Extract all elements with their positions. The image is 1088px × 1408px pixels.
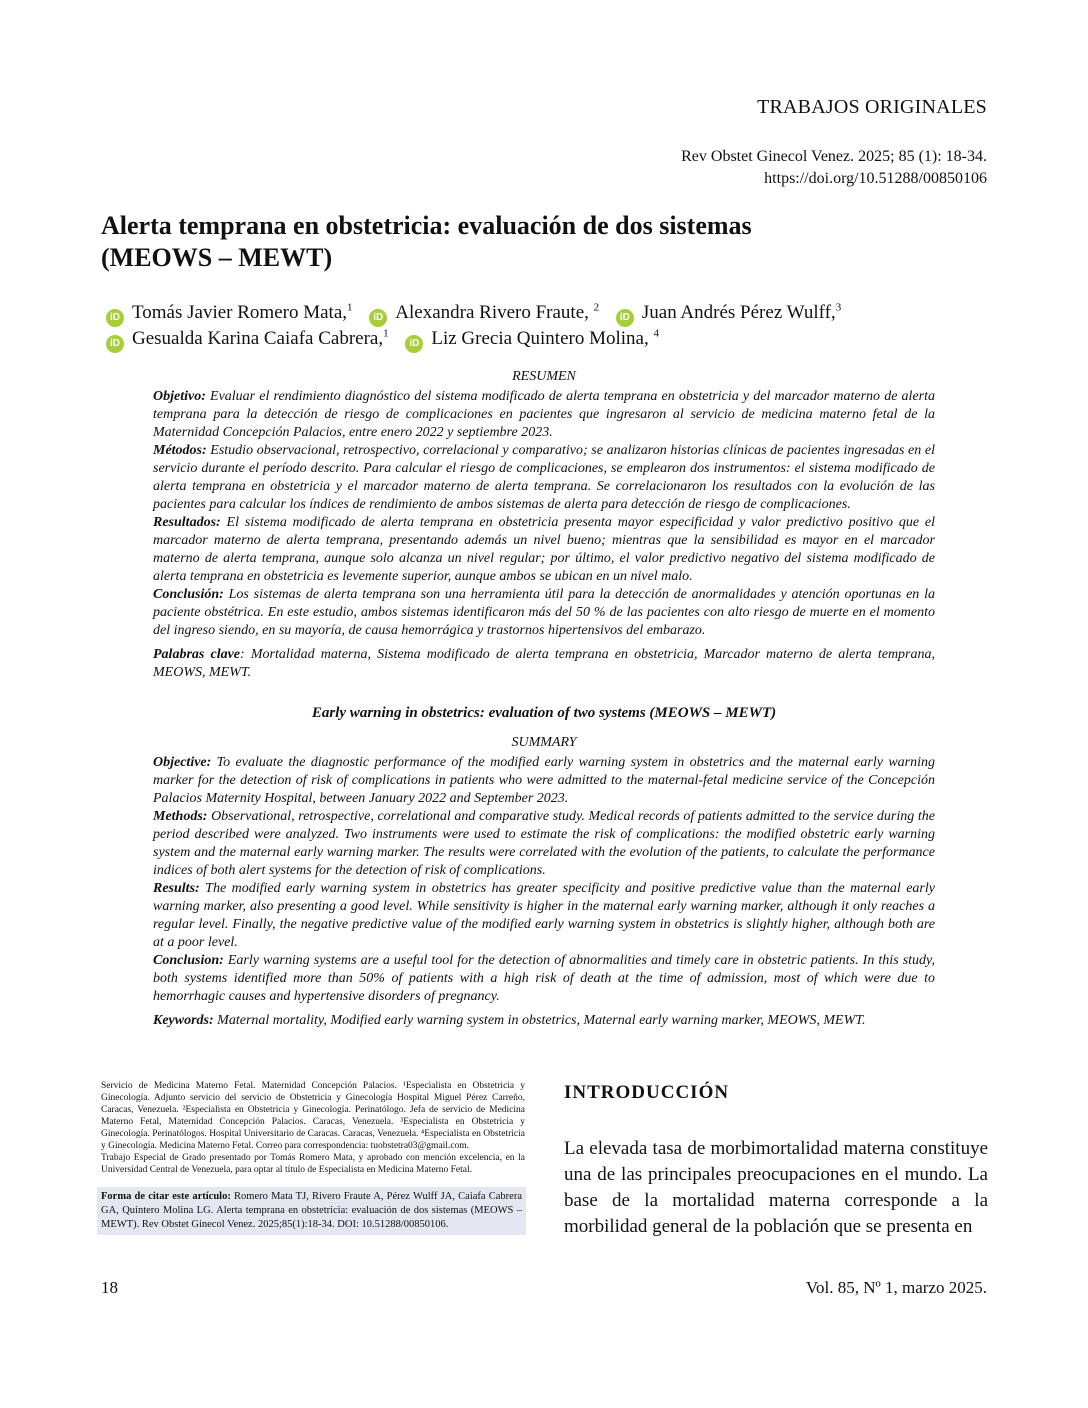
how-to-cite-box: [97, 1187, 526, 1235]
resumen-conclusion: Conclusión: Los sistemas de alerta temprana son una herramienta útil para la detección de anormalidades y atención oportunas en la paciente obstétrica. En este estudio, ambos sistemas identificaron más del 50 % de las pacientes con alto riesgo de muerte en el momento del ingreso siendo, en su mayoría, de causa hemorrágica y trastornos hipertensivos del embarazo.: [153, 587, 935, 638]
summary-objective: Objective: To evaluate the diagnostic performance of the modified early warning system in obstetrics and the maternal early warning marker for the detection of risk of complications in patients who were admitted to the maternal-fetal medicine service of the Concepción Palacios Maternity Hospital, between January 2022 and September 2023.: [153, 755, 935, 806]
resumen-resultados: Resultados: El sistema modificado de alerta temprana en obstetricia presenta mayor especificidad y valor predictivo positivo que el marcador materno de alerta temprana, presentando además un nivel bueno; mientras que la sensibilidad es mayor en el marcador materno de alerta temprana, aunque solo alcanza un nivel regular; por último, el valor predictivo negativo del sistema modificado de alerta temprana en obstetricia es levemente superior, aunque ambos se ubican en un nivel malo.: [153, 515, 935, 584]
citation-text: Rev Obstet Ginecol Venez. 2025; 85 (1): 18-34.: [681, 148, 987, 165]
english-title: Early warning in obstetrics: evaluation of two systems (MEOWS – MEWT): [311, 705, 777, 721]
resumen-objetivo: Objetivo: Evaluar el rendimiento diagnóstico del sistema modificado de alerta temprana en obstetricia y del marcador materno de alerta temprana para la detección de riesgo de complicaciones en pacientes que ingresaron al servicio de medicina materno fetal de la Maternidad Concepción Palacios, entre enero 2022 y septiembre 2023.: [153, 389, 935, 440]
orcid-icon[interactable]: iD: [616, 309, 634, 327]
orcid-icon[interactable]: iD: [369, 309, 387, 327]
author-name: Tomás Javier Romero Mata,$^1$: [132, 302, 353, 324]
volume-info: Vol. 85, Nº 1, marzo 2025.: [805, 1278, 987, 1297]
resumen-section: [153, 368, 935, 682]
page-number: 18: [101, 1278, 118, 1297]
cite-text: Romero Mata TJ, Rivero Fraute A, Pérez Wulff JA, Caiafa Cabrera GA, Quintero Molina LG. Alerta temprana en obstetricia: evaluación de dos sistemas (MEOWS – MEWT). Rev Obstet Ginecol Venez. 2025;85(1):18-34. DOI: 10.51288/00850106.: [101, 1191, 522, 1230]
footnotes: [101, 1080, 525, 1176]
introduction-heading: INTRODUCCIÓN: [564, 1082, 730, 1103]
introduction-body: La elevada tasa de morbimortalidad materna constituye una de las principales preocupaciones en el mundo. La base de la mortalidad materna corresponde a la morbilidad general de la población que se presenta en: [564, 1138, 988, 1237]
author-name: Alexandra Rivero Fraute, $^2$: [395, 302, 600, 324]
author-name: Liz Grecia Quintero Molina, $^4$: [431, 328, 659, 350]
summary-methods: Methods: Observational, retrospective, correlational and comparative study. Medical records of patients admitted to the service during the period described were analyzed. Two instruments were used to estimate the risk of complications: the modified obstetric early warning system and the maternal early warning marker. The results were correlated with the evolution of the patients, to calculate the performance indices of both alert systems for the detection of risk of complications.: [153, 809, 935, 878]
summary-conclusion: Conclusion: Early warning systems are a useful tool for the detection of abnormalities and timely care in obstetric patients. In this study, both systems identified more than 50% of patients with a high risk of death at the time of admission, most of which were due to hemorrhagic causes and hypertensive disorders of pregnancy.: [153, 953, 935, 1004]
doi-link[interactable]: https://doi.org/10.51288/00850106: [764, 170, 987, 187]
resumen-keywords: Palabras clave: Mortalidad materna, Sistema modificado de alerta temprana en obstetricia, Marcador materno de alerta temprana, MEOWS, MEWT.: [153, 647, 935, 680]
orcid-icon[interactable]: iD: [106, 335, 124, 353]
affiliations: Servicio de Medicina Materno Fetal. Maternidad Concepción Palacios. ¹Especialista en Obstetricia y Ginecología. Adjunto servicio del servicio de Obstetricia y Ginecología Hospital Miguel Pérez Carreño, Caracas, Venezuela. ²Especialista en Obstetricia y Ginecología. Perinatólogo. Jefa de servicio de Medicina Materno Fetal, Maternidad Concepción Palacios. Caracas, Venezuela. ³Especialista en Obstetricia y Ginecología. Perinatólogos. Hospital Universitario de Caracas. Caracas, Venezuela. ⁴Especialista en Obstetricia y Ginecología. Medicina Materno Fetal. Correo para correspondencia: tuobstetra03@gmail.com.: [101, 1081, 525, 1151]
orcid-icon[interactable]: iD: [405, 335, 423, 353]
author-name: Gesualda Karina Caiafa Cabrera,$^1$: [132, 328, 389, 350]
summary-heading: SUMMARY: [511, 735, 577, 750]
resumen-metodos: Métodos: Estudio observacional, retrospectivo, correlacional y comparativo; se analizaron historias clínicas de pacientes ingresadas en el servicio durante el período descrito. Para calcular el riesgo de complicaciones, se emplearon dos instrumentos: el sistema modificado de alerta temprana en obstetricia y el marcador materno de alerta temprana. Se correlacionaron los resultados con la evolución de las pacientes para calcular los índices de rendimiento de ambos sistemas de alerta para detección de riesgo de complicaciones.: [153, 443, 935, 512]
thesis-note: Trabajo Especial de Grado presentado por Tomás Romero Mata, y aprobado con mención excelencia, en la Universidad Central de Venezuela, para optar al título de Especialista en Medicina Materno Fetal.: [101, 1153, 525, 1175]
authors-line: [104, 322, 669, 353]
summary-section: [153, 734, 935, 1030]
author-name: Juan Andrés Pérez Wulff,$^3$: [641, 302, 842, 324]
resumen-heading: RESUMEN: [512, 369, 576, 384]
article-title: [101, 210, 921, 274]
summary-results: Results: The modified early warning system in obstetrics has greater specificity and positive predictive value than the maternal early warning marker, also presenting a good level. While sensitivity is higher in the maternal early warning marker, although it only reaches a regular level. Finally, the negative predictive value of the modified early warning system in obstetrics is slightly higher, although both are at a poor level.: [153, 881, 935, 950]
title-line-1: Alerta temprana en obstetricia: evaluación de dos sistemas: [101, 211, 752, 240]
orcid-icon[interactable]: iD: [106, 309, 124, 327]
title-line-2: (MEOWS – MEWT): [101, 243, 333, 272]
section-label: TRABAJOS ORIGINALES: [757, 96, 987, 118]
journal-citation: [681, 146, 987, 190]
cite-label: Forma de citar este artículo:: [101, 1191, 231, 1202]
summary-keywords: Keywords: Maternal mortality, Modified early warning system in obstetrics, Maternal early warning marker, MEOWS, MEWT.: [153, 1013, 866, 1028]
